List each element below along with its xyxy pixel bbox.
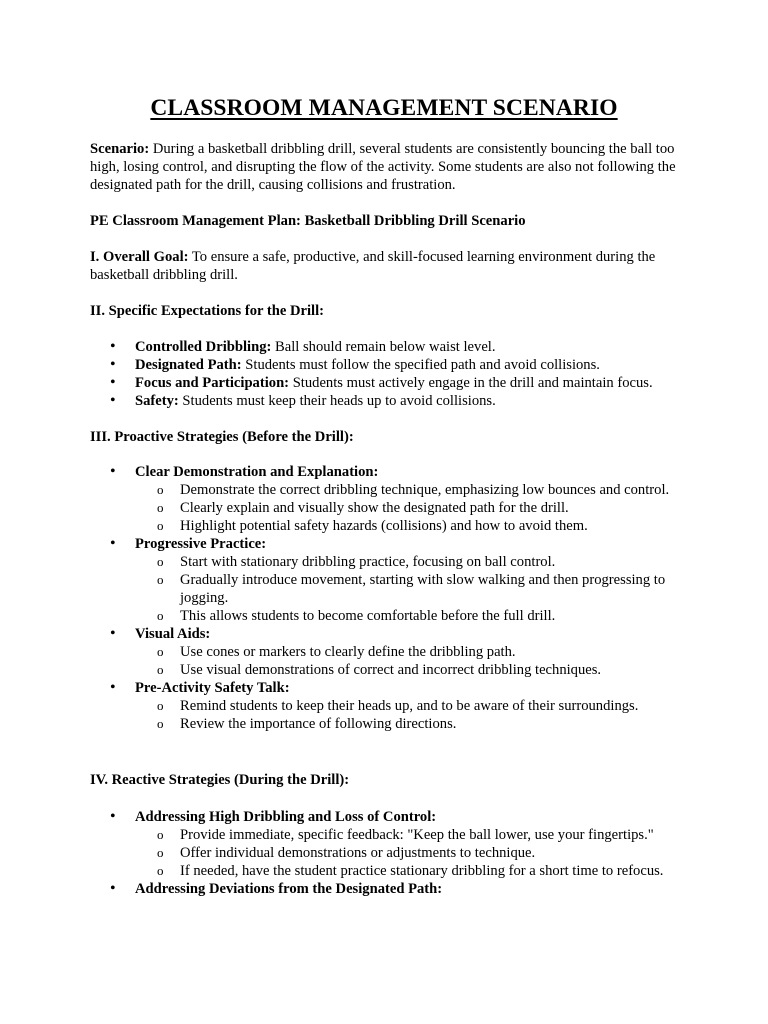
list-item bbox=[90, 880, 690, 898]
list-item bbox=[90, 679, 690, 733]
plan-heading: PE Classroom Management Plan: Basketball Dribbling Drill Scenario bbox=[90, 213, 526, 229]
strategy-label: Progressive Practice: bbox=[135, 536, 267, 552]
expectations-heading: II. Specific Expectations for the Drill: bbox=[90, 303, 325, 319]
list-item bbox=[90, 392, 690, 410]
sub-list-item: o Provide immediate, specific feedback: "Keep the ball lower, use your fingertips." bbox=[135, 826, 670, 844]
expectation-label: Safety: bbox=[135, 393, 179, 409]
sub-list-item: o Highlight potential safety hazards (collisions) and how to avoid them. bbox=[135, 517, 670, 535]
expectation-text: Students must actively engage in the drill and maintain focus. bbox=[289, 375, 653, 391]
sub-list-item: o Demonstrate the correct dribbling technique, emphasizing low bounces and control. bbox=[135, 481, 670, 499]
sub-list-item: o Remind students to keep their heads up, and to be aware of their surroundings. bbox=[135, 697, 670, 715]
sub-list-item: o Review the importance of following directions. bbox=[135, 715, 670, 733]
list-item bbox=[90, 535, 690, 625]
expectation-text: Students must follow the specified path and avoid collisions. bbox=[241, 357, 600, 373]
scenario-label: Scenario: bbox=[90, 141, 150, 157]
sub-list-item: o Use visual demonstrations of correct and incorrect dribbling techniques. bbox=[135, 661, 670, 679]
proactive-heading: III. Proactive Strategies (Before the Drill): bbox=[90, 429, 354, 445]
list-item bbox=[90, 808, 690, 880]
expectation-label: Focus and Participation: bbox=[135, 375, 290, 391]
sub-list-item: o Use cones or markers to clearly define the dribbling path. bbox=[135, 643, 670, 661]
sub-list-item: o If needed, have the student practice stationary dribbling for a short time to refocus. bbox=[135, 862, 670, 880]
goal-label: I. Overall Goal: bbox=[90, 249, 189, 265]
list-item bbox=[90, 356, 690, 374]
sub-list-item: o Offer individual demonstrations or adjustments to technique. bbox=[135, 844, 670, 862]
expectation-text: Ball should remain below waist level. bbox=[271, 339, 496, 355]
strategy-label: Visual Aids: bbox=[135, 626, 211, 642]
reactive-heading: IV. Reactive Strategies (During the Drill): bbox=[90, 772, 350, 788]
list-item bbox=[90, 625, 690, 679]
sub-list-item: o Gradually introduce movement, starting with slow walking and then progressing to jogging. bbox=[135, 571, 670, 607]
document-title: CLASSROOM MANAGEMENT SCENARIO bbox=[150, 95, 618, 121]
list-item bbox=[90, 374, 690, 392]
expectation-label: Designated Path: bbox=[135, 357, 242, 373]
sub-list bbox=[135, 826, 690, 880]
sub-list bbox=[135, 481, 690, 535]
sub-list bbox=[135, 643, 690, 679]
goal-text: To ensure a safe, productive, and skill-focused learning environment during the basketball dribbling drill. bbox=[90, 249, 656, 283]
scenario-text: During a basketball dribbling drill, several students are consistently bouncing the ball too high, losing control, and disrupting the flow of the activity. Some students are also not following the designated path for the drill, causing collisions and frustration. bbox=[90, 141, 676, 193]
sub-list bbox=[135, 553, 690, 625]
proactive-list bbox=[90, 463, 690, 733]
expectation-label: Controlled Dribbling: bbox=[135, 339, 272, 355]
expectation-text: Students must keep their heads up to avoid collisions. bbox=[178, 393, 496, 409]
expectations-list bbox=[90, 338, 690, 410]
goal-paragraph bbox=[90, 248, 690, 284]
list-item bbox=[90, 463, 690, 535]
strategy-label: Clear Demonstration and Explanation: bbox=[135, 464, 379, 480]
sub-list-item: o Clearly explain and visually show the designated path for the drill. bbox=[135, 499, 670, 517]
sub-list-item: o This allows students to become comfortable before the full drill. bbox=[135, 607, 670, 625]
sub-list bbox=[135, 697, 690, 733]
strategy-label: Addressing High Dribbling and Loss of Control: bbox=[135, 809, 437, 825]
scenario-paragraph bbox=[90, 140, 690, 194]
strategy-label: Addressing Deviations from the Designated Path: bbox=[135, 881, 443, 897]
list-item bbox=[90, 338, 690, 356]
reactive-list bbox=[90, 808, 690, 898]
strategy-label: Pre-Activity Safety Talk: bbox=[135, 680, 290, 696]
sub-list-item: o Start with stationary dribbling practice, focusing on ball control. bbox=[135, 553, 670, 571]
